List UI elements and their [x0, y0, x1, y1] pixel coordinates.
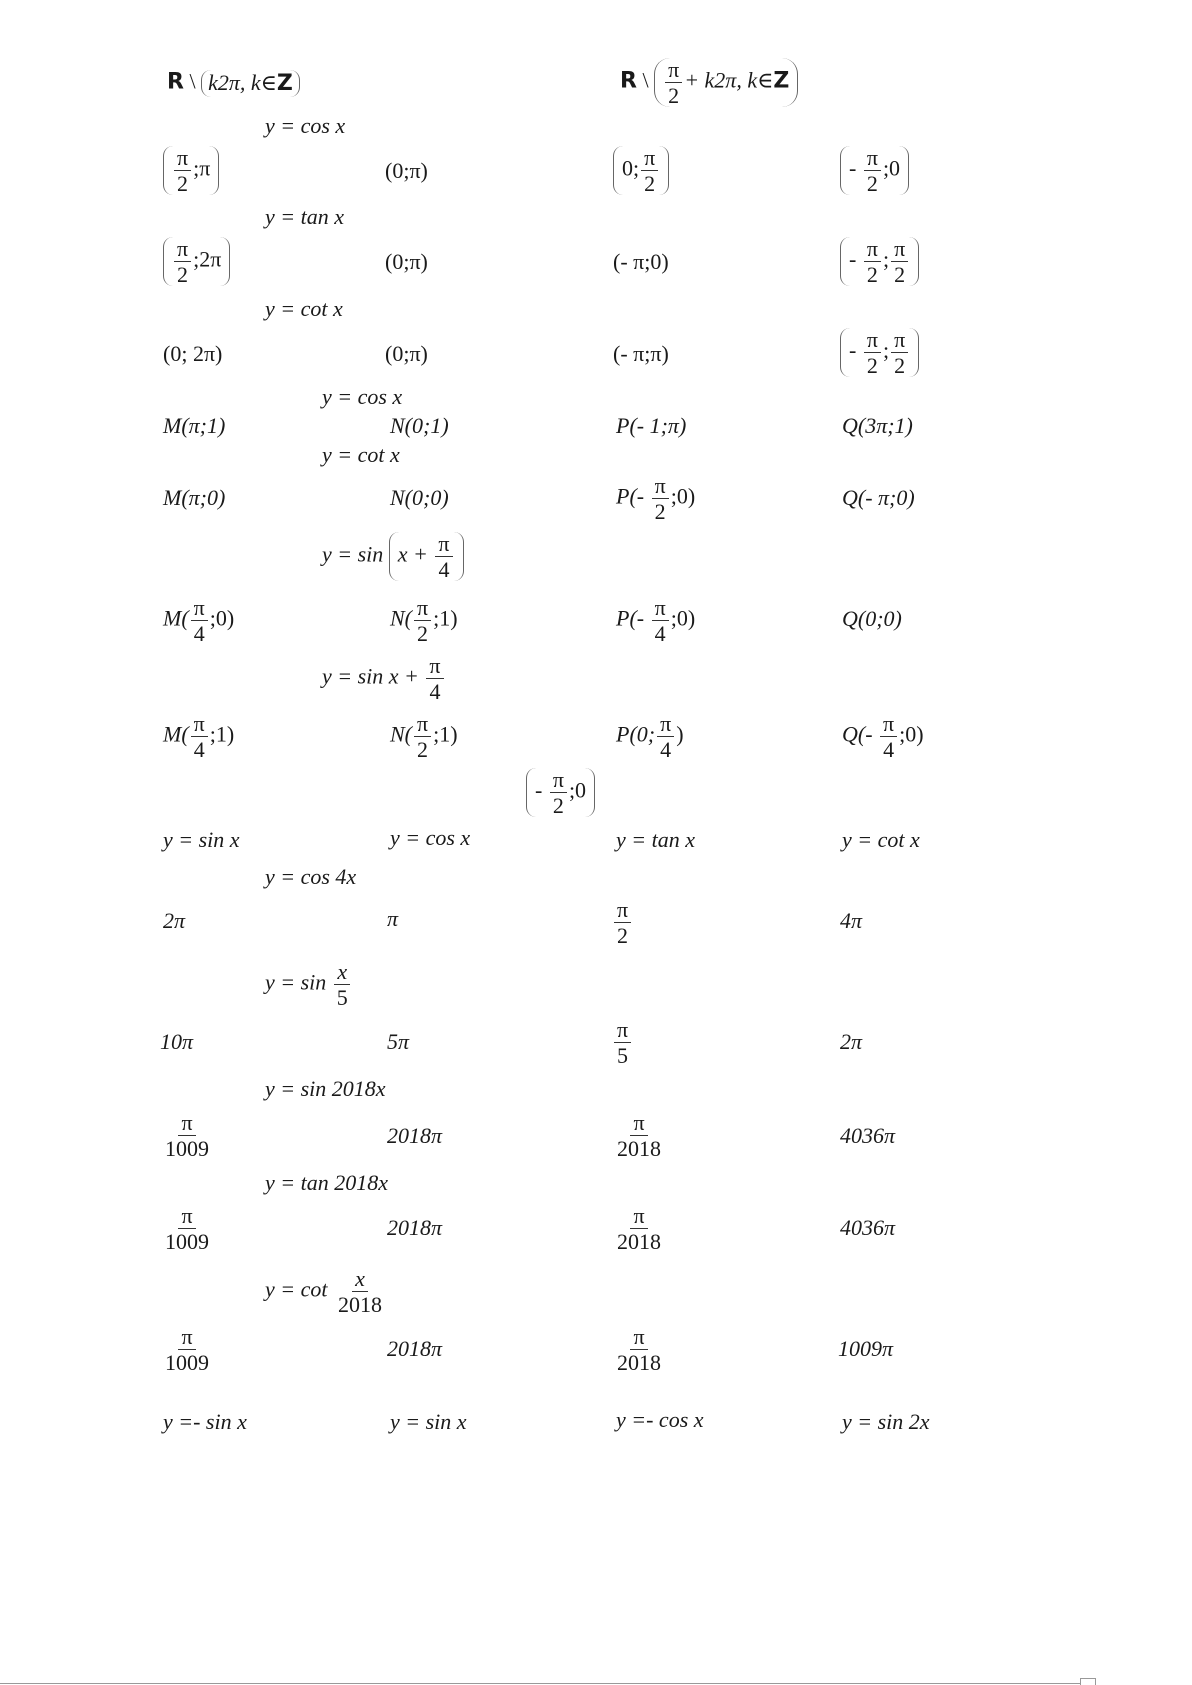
q10-option-c: $\frac{\pi}{5}$ [612, 1018, 633, 1067]
option-domain-b: R \ $\frac{\pi}{2}$ + k2π, k∈Z [620, 58, 798, 107]
option-domain-a: R \ k2π, k∈Z [167, 70, 300, 97]
q2-option-c: (- π;0) [613, 249, 669, 274]
q14-option-c: y =- cos x [616, 1407, 704, 1432]
q2-option-d: - $\frac{\pi}{2}$ ; $\frac{\pi}{2}$ [840, 237, 919, 286]
q1-option-d: - $\frac{\pi}{2}$ ;0 [840, 146, 909, 195]
q9-option-a: 2π [163, 908, 186, 933]
q12-option-b: 2018π [387, 1215, 443, 1240]
q12-option-d: 4036π [840, 1215, 896, 1240]
q14-option-b: y = sin x [390, 1409, 467, 1434]
q10-option-a: 10π [160, 1029, 194, 1054]
q13-option-c: $\frac{\pi}{2018}$ [617, 1324, 661, 1376]
q13-function: y = cot $\frac{x}{2018}$ [265, 1266, 382, 1318]
q14-option-a: y =- sin x [163, 1409, 247, 1434]
q11-option-b: 2018π [387, 1123, 443, 1148]
q10-option-b: 5π [387, 1029, 410, 1054]
q5-option-c: P(- $\frac{\pi}{2}$ ;0) [616, 473, 696, 525]
q5-option-b: N(0;0) [390, 485, 449, 510]
q13-option-d: 1009π [838, 1336, 894, 1361]
q13-option-b: 2018π [387, 1336, 443, 1361]
q3-option-c: (- π;π) [613, 341, 669, 366]
q5-function: y = cot x [322, 442, 400, 467]
q3-option-d: - $\frac{\pi}{2}$ ; $\frac{\pi}{2}$ [840, 328, 919, 377]
q12-option-a: $\frac{\pi}{1009}$ [165, 1203, 209, 1255]
q8-interval: - $\frac{\pi}{2}$ ;0 [526, 768, 595, 817]
q13-option-a: $\frac{\pi}{1009}$ [165, 1324, 209, 1376]
q7-function: y = sin x + $\frac{\pi}{4}$ [322, 654, 446, 703]
q4-option-b: N(0;1) [390, 413, 449, 438]
q11-function: y = sin 2018x [265, 1076, 386, 1101]
q2-option-b: (0;π) [385, 249, 428, 274]
q3-option-a: (0; 2π) [163, 341, 223, 366]
q7-option-d: Q(- $\frac{\pi}{4}$ ;0) [842, 711, 924, 763]
q12-function: y = tan 2018x [265, 1170, 388, 1195]
q9-option-c: $\frac{\pi}{2}$ [612, 898, 633, 947]
q4-function: y = cos x [322, 384, 403, 409]
q10-function: y = sin $\frac{x}{5}$ [265, 960, 353, 1009]
q4-option-a: M(π;1) [163, 413, 226, 438]
q9-option-b: π [387, 906, 399, 931]
q8-option-d: y = cot x [842, 827, 920, 852]
page-corner-mark [1080, 1678, 1096, 1685]
q11-option-a: $\frac{\pi}{1009}$ [165, 1110, 209, 1162]
q1-option-c: 0; $\frac{\pi}{2}$ [613, 146, 669, 195]
q4-option-d: Q(3π;1) [842, 413, 913, 438]
q7-option-c: P(0; $\frac{\pi}{4}$ ) [616, 711, 684, 763]
q5-option-a: M(π;0) [163, 485, 226, 510]
q6-option-a: M( $\frac{\pi}{4}$ ;0) [163, 595, 235, 647]
q8-option-c: y = tan x [616, 827, 695, 852]
q1-option-a: $\frac{\pi}{2}$ ;π [163, 146, 219, 195]
q3-option-b: (0;π) [385, 341, 428, 366]
q12-option-c: $\frac{\pi}{2018}$ [617, 1203, 661, 1255]
q6-option-c: P(- $\frac{\pi}{4}$ ;0) [616, 595, 696, 647]
q5-option-d: Q(- π;0) [842, 485, 915, 510]
q9-function: y = cos 4x [265, 864, 357, 889]
q7-option-b: N( $\frac{\pi}{2}$ ;1) [390, 711, 458, 763]
q2-function: y = tan x [265, 204, 344, 229]
q7-option-a: M( $\frac{\pi}{4}$ ;1) [163, 711, 235, 763]
q4-option-c: P(- 1;π) [616, 413, 687, 438]
q1-function: y = cos x [265, 113, 346, 138]
q11-option-c: $\frac{\pi}{2018}$ [617, 1110, 661, 1162]
q9-option-d: 4π [840, 908, 863, 933]
q8-option-a: y = sin x [163, 827, 240, 852]
q6-option-d: Q(0;0) [842, 606, 902, 631]
q10-option-d: 2π [840, 1029, 863, 1054]
q3-function: y = cot x [265, 296, 343, 321]
q11-option-d: 4036π [840, 1123, 896, 1148]
q6-function: y = sin x + $\frac{\pi}{4}$ [322, 532, 464, 581]
page-bottom-rule [0, 1683, 1080, 1684]
q6-option-b: N( $\frac{\pi}{2}$ ;1) [390, 595, 458, 647]
q1-option-b: (0;π) [385, 158, 428, 183]
q8-option-b: y = cos x [390, 825, 471, 850]
q14-option-d: y = sin 2x [842, 1409, 930, 1434]
q2-option-a: $\frac{\pi}{2}$ ;2π [163, 237, 230, 286]
